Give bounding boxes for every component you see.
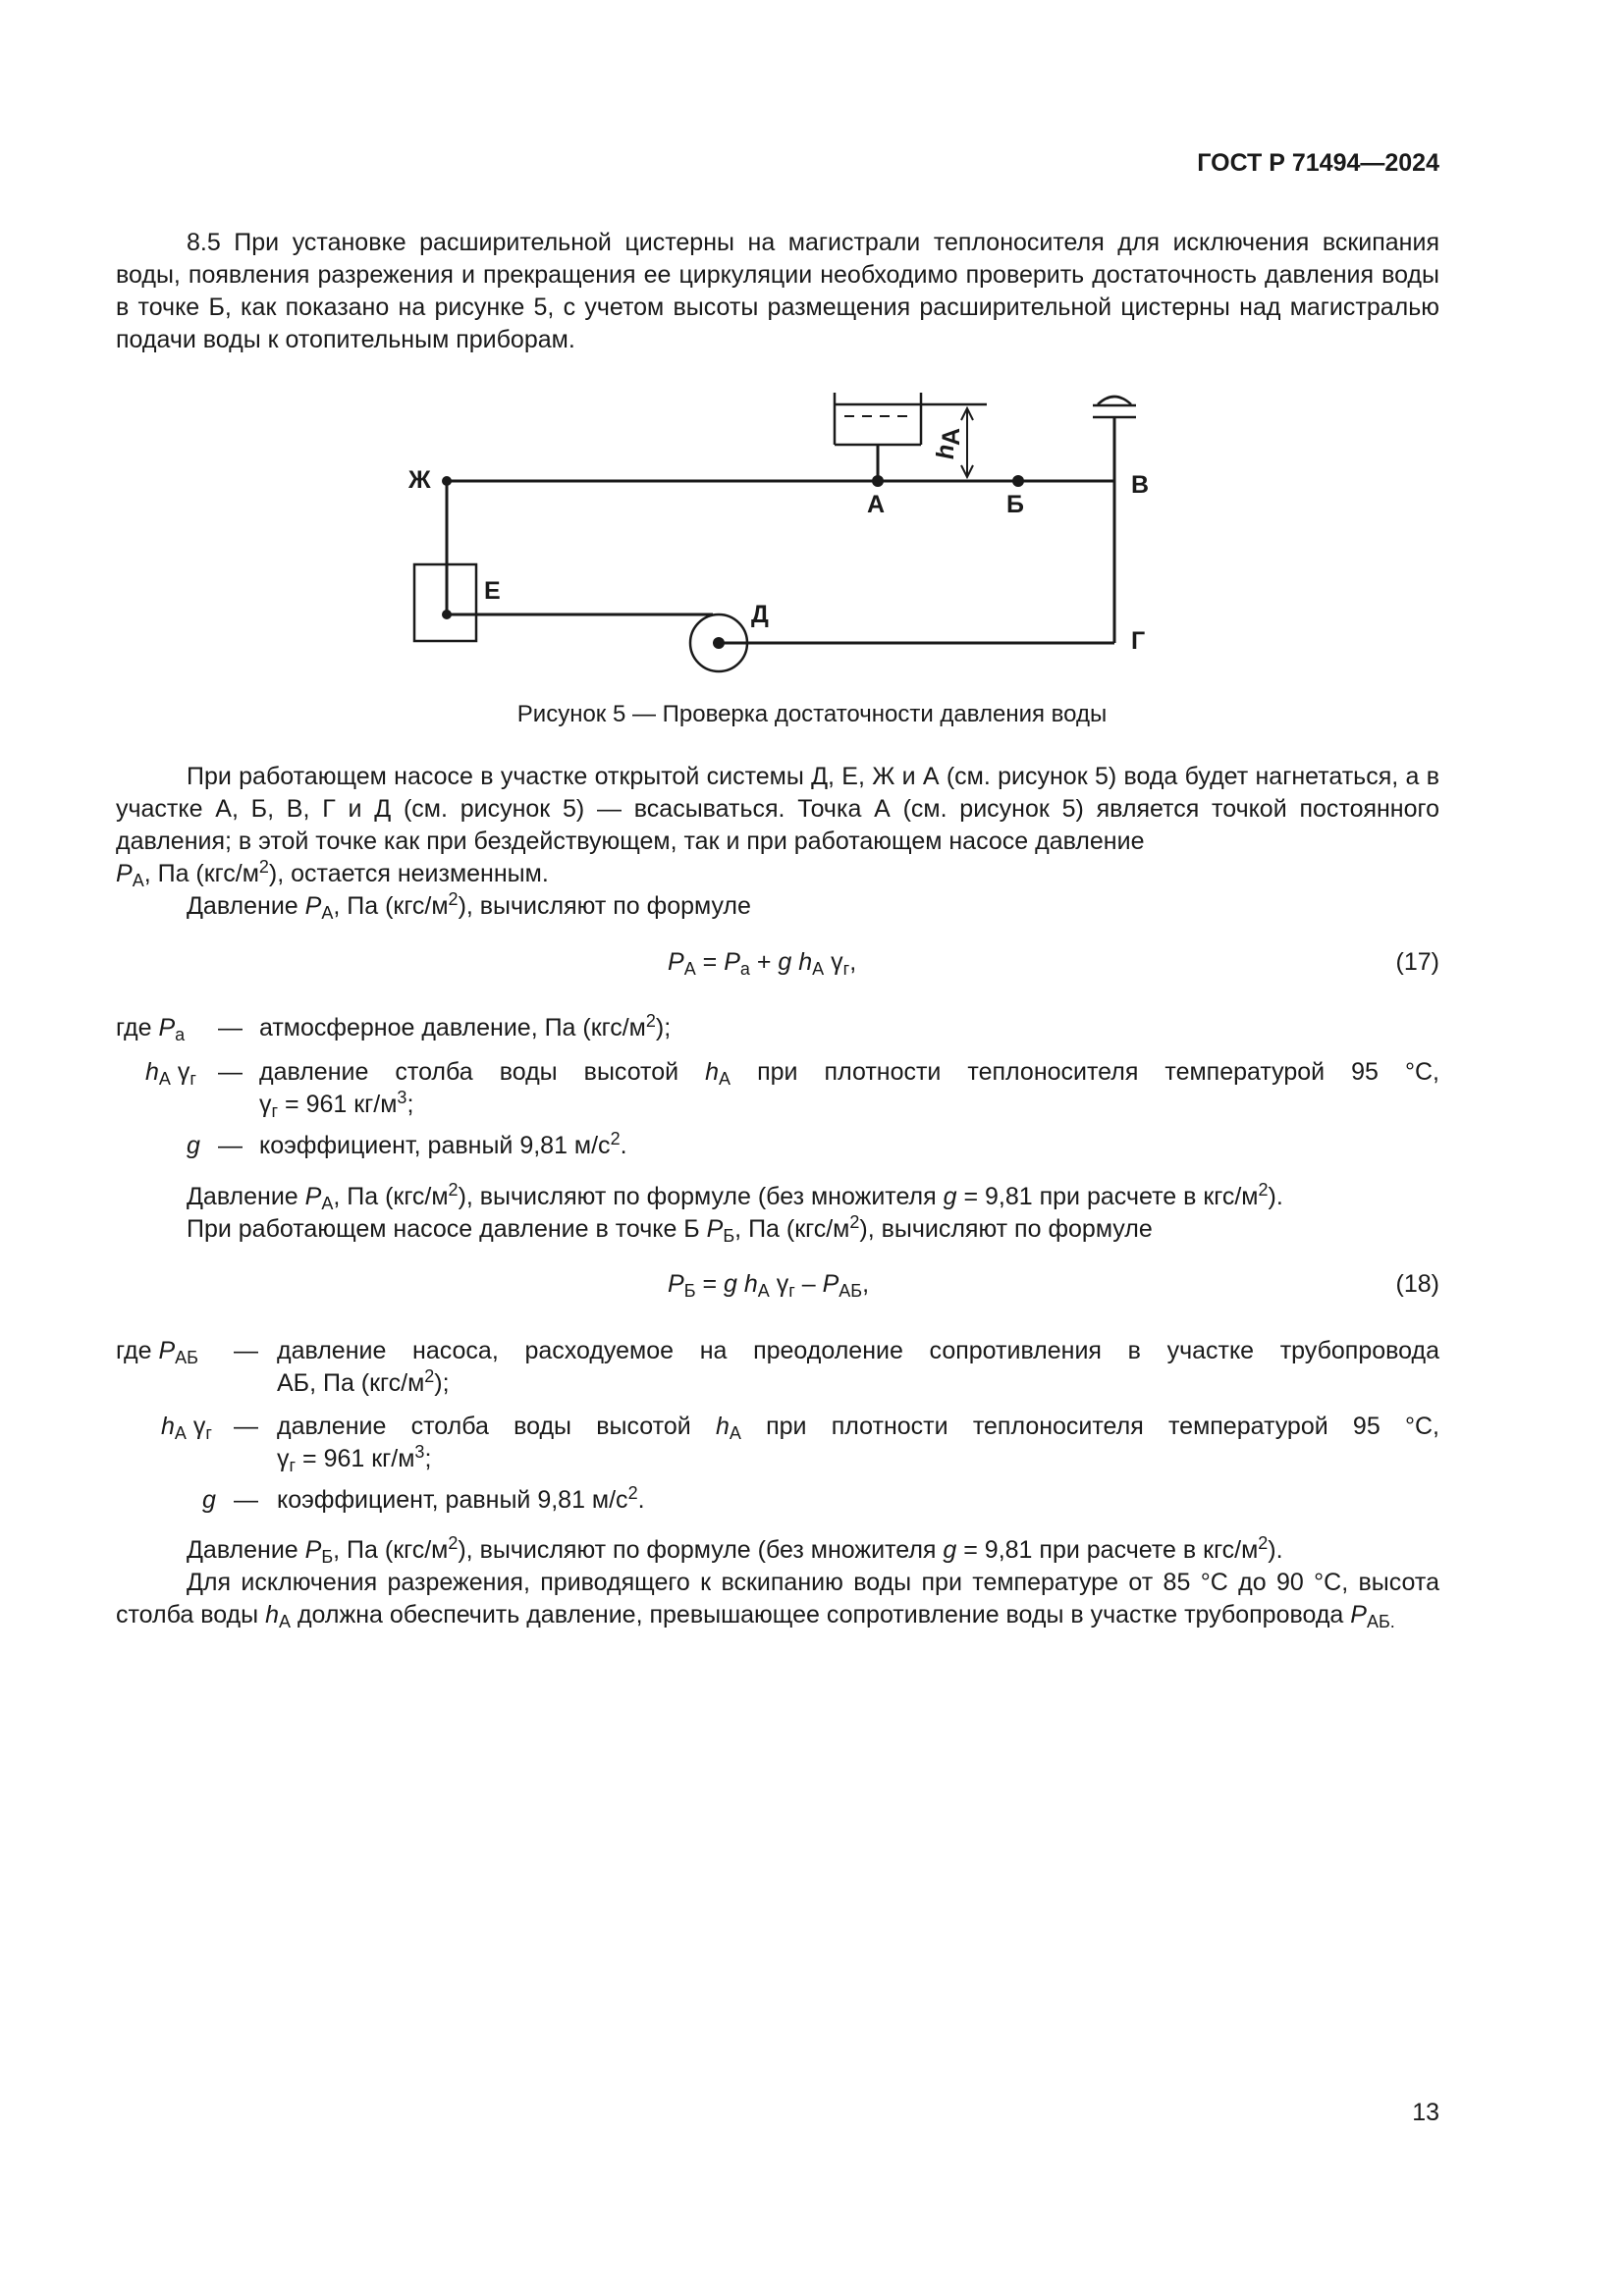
paragraph-pb-intro: При работающем насосе давление в точке Б $P_Б$, Па $(кгс/м^2)$, вычисляют по формуле: [187, 1212, 1153, 1246]
point-a: [872, 475, 884, 487]
label-v: В: [1131, 471, 1150, 499]
label-d: Д: [751, 601, 769, 628]
paragraph-pb-note: Давление $P_Б$, Па $(кгс/м^2)$, вычисляют по формуле (без множителя g = 9,81 при расчете в кгс/$м^2$).: [187, 1533, 1283, 1567]
label-g: Г: [1131, 627, 1146, 655]
paragraph-vacuum-prevention: Для исключения разрежения, приводящего к вскипанию воды при температуре от 85 °С до 90 °С, высота столба воды $h_А$ должна обеспечить давление, превышающее сопротивление воды в участке трубопровода $P_{АБ.}$: [116, 1569, 1439, 1631]
figure-5-schematic: [0, 373, 1624, 697]
formula-17: $P_А = P_а + g$ $h_А$ $\gamma_г$,: [668, 948, 857, 979]
label-zh: Ж: [408, 466, 431, 494]
point-b: [1012, 475, 1024, 487]
figure-caption: Рисунок 5 — Проверка достаточности давления воды: [516, 701, 1108, 727]
paragraph-pump-operation-end: $P_А$, Па $(кгс/м^2)$, остается неизменным.: [116, 857, 549, 890]
document-id: ГОСТ Р 71494—2024: [1197, 149, 1439, 177]
page-number: 13: [1412, 2099, 1439, 2126]
paragraph-pa-note: Давление $P_А$, Па $(кгс/м^2)$, вычисляют по формуле (без множителя g = 9,81 при расчете в кгс/$м^2$).: [187, 1180, 1283, 1213]
formula-18: $P_Б = g$ $h_А$ $\gamma_г - P_{АБ}$,: [668, 1270, 870, 1301]
paragraph-pa-intro: Давление $P_А$, Па $(кгс/м^2)$, вычисляют по формуле: [187, 889, 751, 923]
air-vent-icon: [1098, 397, 1131, 404]
label-a: А: [867, 491, 886, 518]
label-h-sub: А: [938, 427, 965, 446]
definitions-18: где $P_{АБ}$ — давление насоса, расходуемое на преодоление сопротивления в участке трубопровода АБ, Па $(кгс/м^2)$; $h_А$ $\gamma_г$ — давление столба воды высотой $h_А$ при плотности теплоносителя температурой 95 °С, $\gamma_г = 961$ $кг/м^3$; g — коэффициент, равный 9,81 $м/с^2$.: [116, 1337, 1439, 1514]
label-e: Е: [484, 577, 501, 605]
definitions-17: где $P_а$ — атмосферное давление, Па $(кгс/м^2)$; $h_А$ $\gamma_г$ — давление столба воды высотой $h_А$ при плотности теплоносителя температурой 95 °С, $\gamma_г = 961$ $кг/м^3$; g — коэффициент, равный 9,81 $м/с^2$.: [116, 1011, 1439, 1159]
equation-number-18: (18): [1395, 1270, 1439, 1298]
intro-paragraph: 8.5 При установке расширительной цистерны на магистрали теплоносителя для исключения вскипания воды, появления разрежения и прекращения ее циркуляции необходимо проверить достаточность давления воды в точке Б, как показано на рисунке 5, с учетом высоты размещения расширительной цистерны над магистралью подачи воды к отопительным приборам.: [116, 229, 1439, 353]
label-h: h: [932, 444, 959, 459]
equation-number-17: (17): [1395, 948, 1439, 976]
label-b: Б: [1006, 491, 1024, 518]
paragraph-pump-operation: При работающем насосе в участке открытой системы Д, Е, Ж и А (см. рисунок 5) вода будет нагнетаться, а в участке А, Б, В, Г и Д (см. рисунок 5) — всасываться. Точка А (см. рисунок 5) является точкой постоянного давления; в этой точке как при бездействующем, так и при работающем насосе давление: [116, 763, 1439, 855]
